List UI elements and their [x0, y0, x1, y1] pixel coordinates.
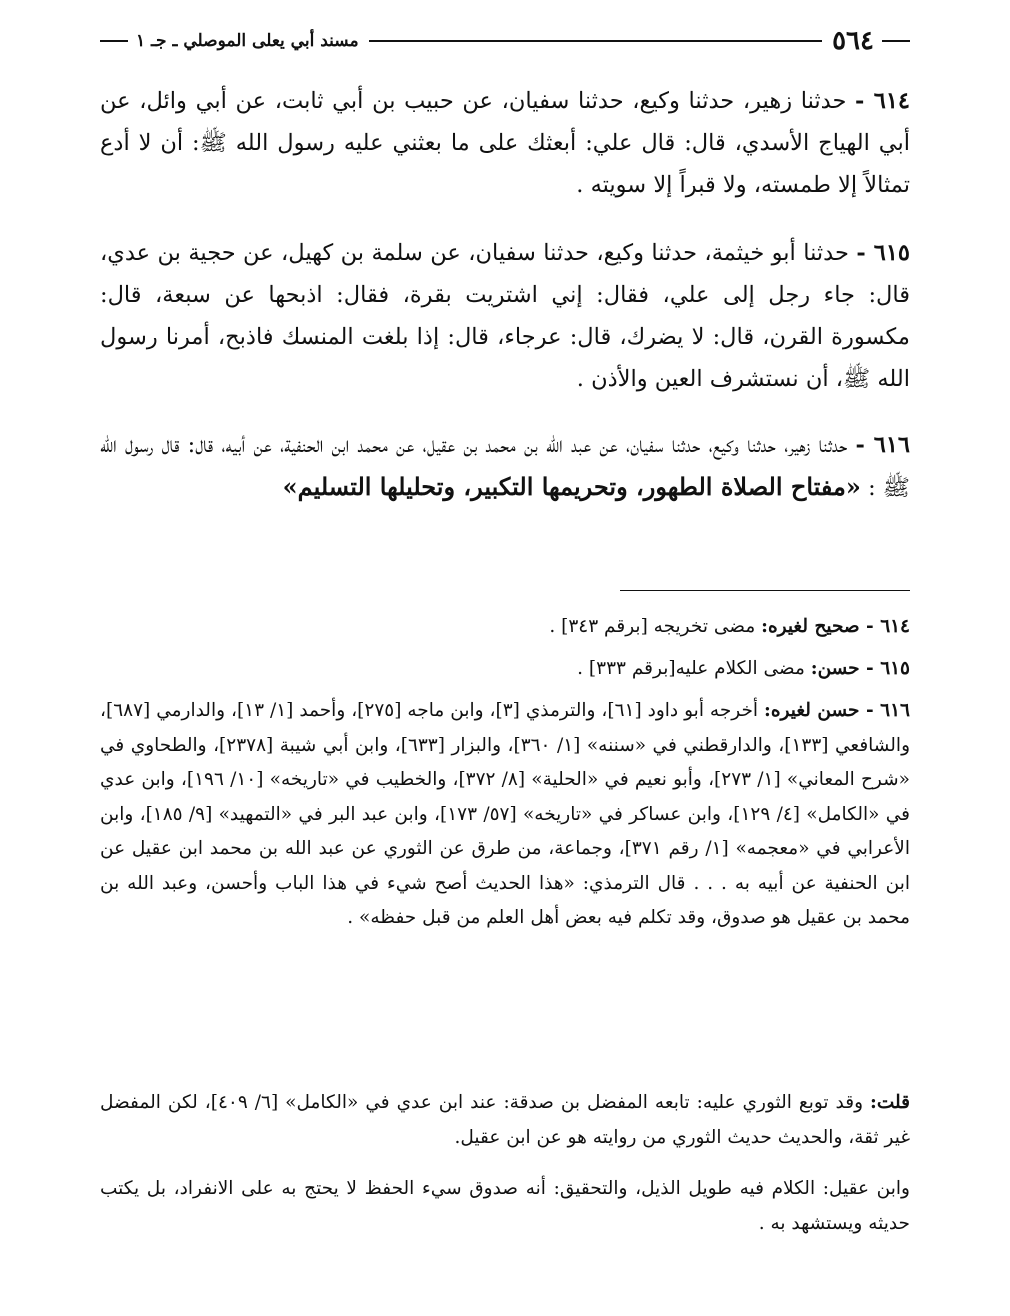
book-title: مسند أبي يعلى الموصلي ـ جـ ١: [136, 31, 359, 51]
hadith-number: ٦١٤ -: [855, 88, 911, 114]
hadith-number: ٦١٥ -: [856, 240, 911, 266]
footnote-text: أخرجه أبو داود [٦١]، والترمذي [٣]، وابن ماجه [٢٧٥]، وأحمد [١/ ١٣]، والدارمي [٦٨٧]، والشافعي [١٣٣]، والدارقطني في «سننه» [١/ ٣٦٠]، والبزار [٦٣٣]، وابن أبي شيبة [٢٣٧٨]، والطحاوي في «شرح المعاني» [١/ ٢٧٣]، وأبو نعيم في «الحلية» [٨/ ٣٧٢]، والخطيب في «تاريخه» [١٠/ ١٩٦]، وابن عدي في «الكامل» [٤/ ١٢٩]، وابن عساكر في «تاريخه» [٥٧/ ١٧٣]، وابن عبد البر في «التمهيد» [٩/ ١٨٥]، وابن الأعرابي في «معجمه» [١/ رقم ٣٧١]، وجماعة، من طرق عن الثوري عن عبد الله بن محمد ابن عقيل عن ابن الحنفية عن أبيه به . . . قال الترمذي: «هذا الحديث أصح شيء في هذا الباب وأحسن، وعبد الله بن محمد بن عقيل هو صدوق، وقد تكلم فيه بعض أهل العلم من قبل حفظه» .: [100, 700, 911, 928]
footnote-label: ٦١٦ - حسن لغيره:: [764, 700, 910, 721]
hadith-615: [100, 232, 910, 400]
hadith-text: حدثنا زهير، حدثنا وكيع، حدثنا سفيان، عن عبد الله بن محمد بن عقيل، عن محمد ابن الحنفية، عن أبيه، قال: قال رسول الله ﷺ :: [100, 432, 910, 501]
hadith-quote: «مفتاح الصلاة الطهور، وتحريمها التكبير، وتحليلها التسليم»: [282, 472, 861, 501]
header-rule-end: [100, 40, 128, 42]
footnote-separator: [620, 590, 910, 591]
footnote-closing: [100, 1172, 910, 1241]
page-header: [100, 26, 910, 56]
hadith-text: حدثنا زهير، حدثنا وكيع، حدثنا سفيان، عن حبيب بن أبي ثابت، عن أبي وائل، عن أبي الهياج الأسدي، قال: قال علي: أبعثك على ما بعثني عليه رسول الله ﷺ: أن لا أدع تمثالاً إلا طمسته، ولا قبراً إلا سويته .: [100, 88, 910, 198]
footnote-616: [100, 694, 910, 936]
hadith-text: حدثنا أبو خيثمة، حدثنا وكيع، حدثنا سفيان، عن سلمة بن كهيل، عن حجية بن عدي، قال: جاء رجل إلى علي، فقال: إني اشتريت بقرة، فقال: اذبحها عن سبعة، قال: مكسورة القرن، قال: لا يضرك، قال: عرجاء، قال: إذا بلغت المنسك فاذبح، أمرنا رسول الله ﷺ، أن نستشرف العين والأذن .: [100, 240, 910, 392]
page-number: ٥٦٤: [832, 26, 874, 56]
header-rule: [369, 40, 823, 42]
footnote-text: مضى الكلام عليه[برقم ٣٣٣] .: [577, 658, 805, 679]
hadith-614: [100, 80, 910, 206]
footnote-label: ٦١٥ - حسن:: [810, 658, 910, 679]
comment-label: قلت:: [870, 1092, 910, 1113]
header-rule-start: [882, 40, 910, 42]
hadith-616: [100, 424, 910, 509]
closing-text: وابن عقيل: الكلام فيه طويل الذيل، والتحقيق: أنه صدوق سيء الحفظ لا يحتج به على الانفراد، بل يكتب حديثه ويستشهد به .: [100, 1178, 910, 1234]
footnote-comment: [100, 1086, 910, 1155]
footnote-text: مضى تخريجه [برقم ٣٤٣] .: [549, 616, 756, 637]
footnote-label: ٦١٤ - صحيح لغيره:: [761, 616, 910, 637]
footnote-614: [100, 610, 910, 645]
footnote-615: [100, 652, 910, 687]
hadith-number: ٦١٦ -: [855, 432, 910, 458]
comment-text: وقد توبع الثوري عليه: تابعه المفضل بن صدقة: عند ابن عدي في «الكامل» [٦/ ٤٠٩]، لكن المفضل غير ثقة، والحديث حديث الثوري من روايته هو عن ابن عقيل.: [100, 1092, 910, 1148]
